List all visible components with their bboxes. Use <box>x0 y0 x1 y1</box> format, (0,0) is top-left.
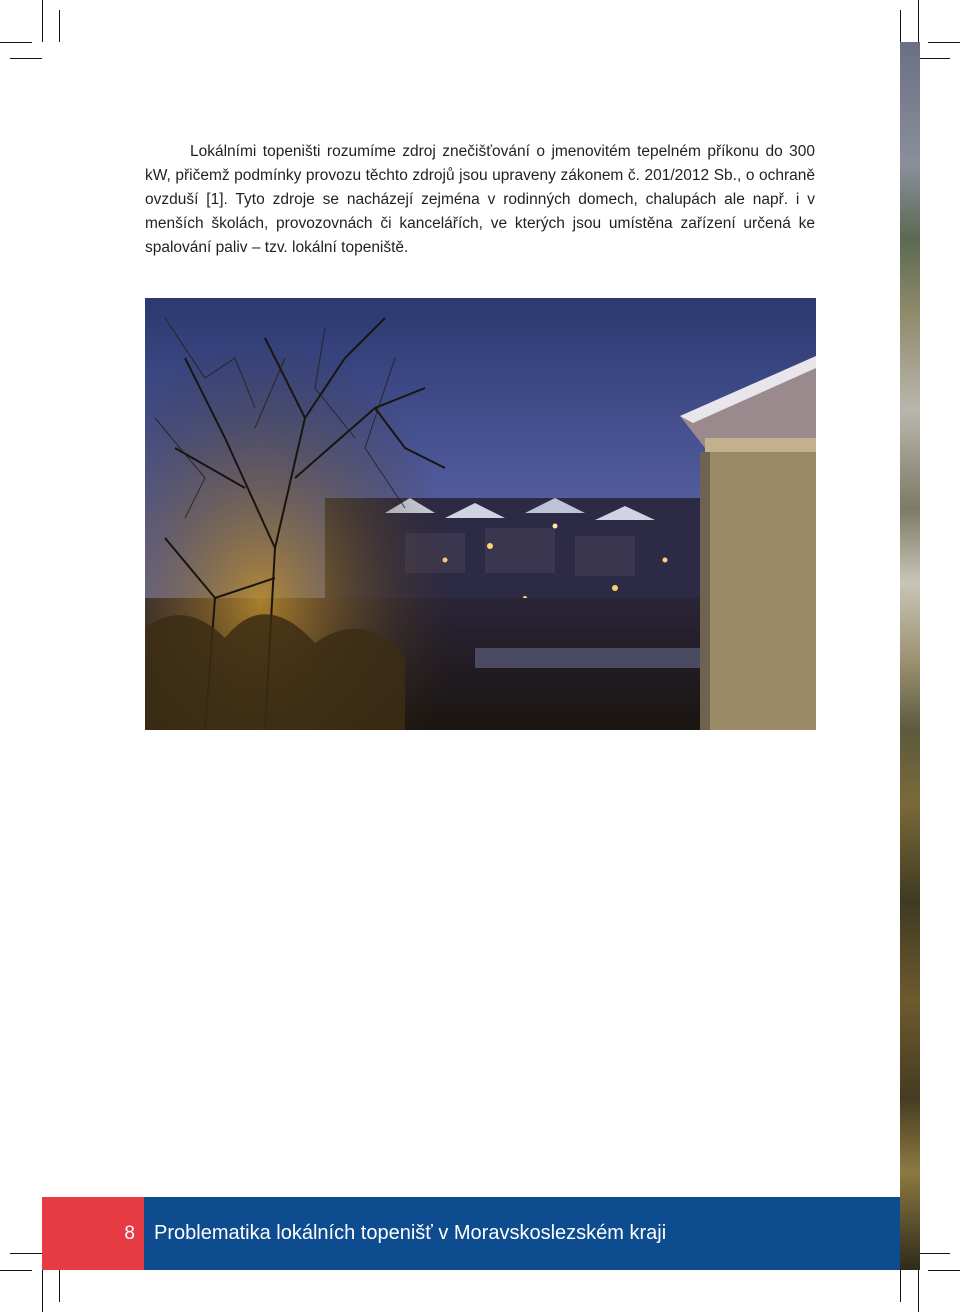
crop-mark <box>900 10 901 42</box>
crop-mark <box>59 10 60 42</box>
crop-mark <box>918 1270 919 1312</box>
crop-mark <box>918 1253 950 1254</box>
night-town-photo <box>145 298 816 730</box>
crop-mark <box>928 1270 960 1271</box>
crop-mark <box>42 1270 43 1312</box>
crop-mark <box>900 1270 901 1302</box>
photo-bleed-strip <box>900 42 920 1270</box>
page-footer <box>42 1197 900 1270</box>
body-paragraph: Lokálními topeništi rozumíme zdroj znečišťování o jmenovitém tepelném příkonu do 300 kW, přičemž podmínky provozu těchto zdrojů jsou upraveny zákonem č. 201/2012 Sb., o ochraně ovzduší [1]. Tyto zdroje se nacházejí zejména v rodinných domech, chalupách ale např. i v menších školách, provozovnách či kancelářích, ve kterých jsou umístěna zařízení určená ke spalování paliv – tzv. lokální topeniště. <box>145 143 815 256</box>
crop-mark <box>59 1270 60 1302</box>
page-number: 8 <box>124 1222 135 1244</box>
publication-title: Problematika lokálních topenišť v Moravskoslezském kraji <box>154 1222 667 1244</box>
crop-mark <box>0 1270 32 1271</box>
crop-mark <box>10 1253 42 1254</box>
crop-mark <box>928 42 960 43</box>
crop-mark <box>918 0 919 42</box>
crop-mark <box>0 42 32 43</box>
footer-title-bar <box>144 1197 900 1270</box>
crop-mark <box>918 58 950 59</box>
crop-mark <box>42 0 43 42</box>
crop-mark <box>10 58 42 59</box>
footer-number-box <box>42 1197 144 1270</box>
